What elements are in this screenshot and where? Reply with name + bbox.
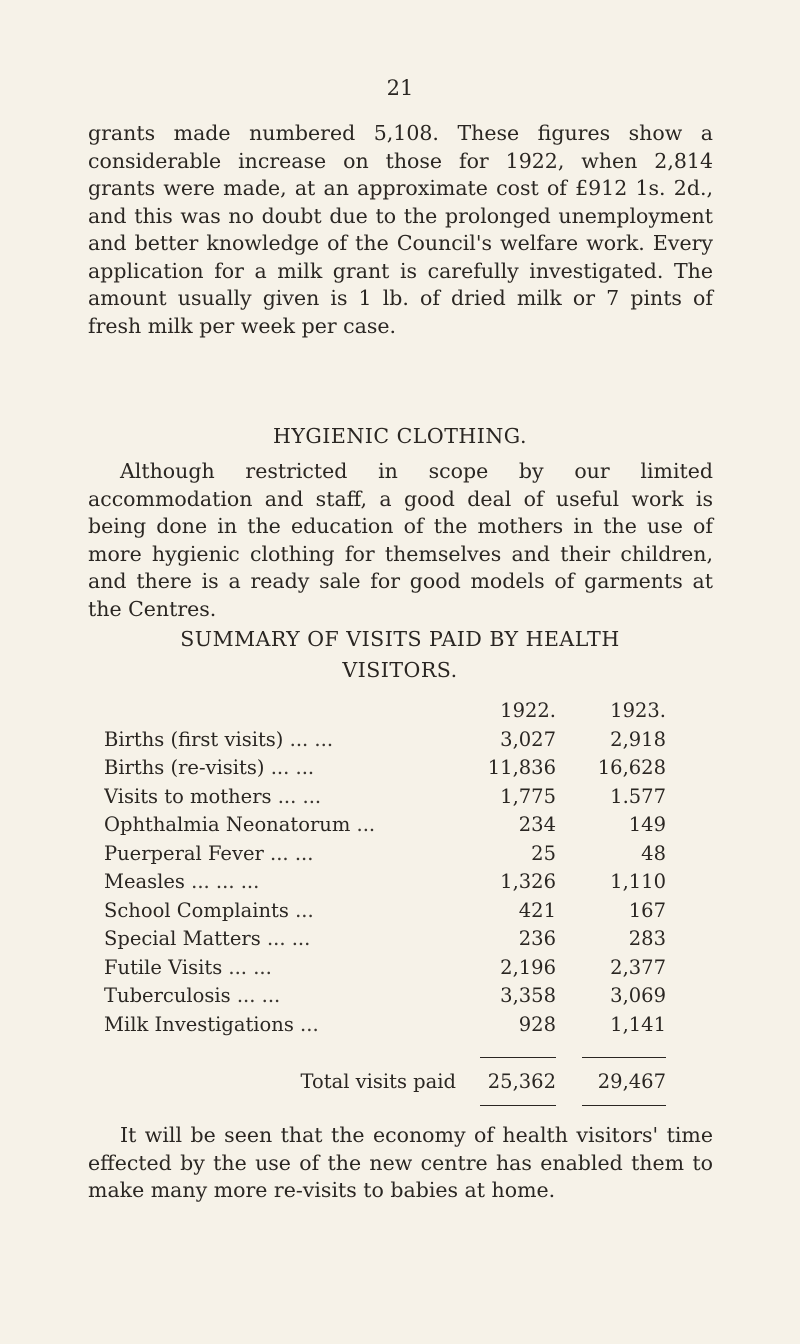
value-1923: 1,141: [610, 1012, 666, 1036]
total-1923-value: 29,467: [582, 1057, 666, 1106]
row-label-cell: [104, 925, 456, 954]
row-label: Births (re-visits): [104, 756, 265, 780]
table-row: [104, 1010, 666, 1039]
summary-title-line2: VISITORS.: [342, 658, 458, 682]
summary-title-line1: SUMMARY OF VISITS PAID BY HEALTH: [180, 627, 620, 651]
row-leader-dots: ... ... ...: [191, 870, 260, 894]
table-header-row: [104, 695, 666, 725]
table-body: [104, 725, 666, 1039]
table-row: [104, 839, 666, 868]
visits-summary-table: [104, 695, 666, 1124]
value-1922: 234: [518, 813, 556, 837]
row-leader-dots: ... ...: [289, 727, 334, 751]
table-row: [104, 868, 666, 897]
total-row: [104, 1039, 666, 1124]
row-label-cell: [104, 811, 456, 840]
row-label-cell: [104, 982, 456, 1011]
row-label-cell: [104, 953, 456, 982]
table-row: [104, 725, 666, 754]
row-label: Milk Investigations: [104, 1012, 294, 1036]
value-1922: 928: [518, 1012, 556, 1036]
value-1922: 11,836: [487, 756, 556, 780]
row-label-cell: [104, 754, 456, 783]
value-1923: 1.577: [610, 784, 666, 808]
value-1922: 1,775: [500, 784, 556, 808]
value-1923: 3,069: [610, 984, 666, 1008]
header-blank: [104, 695, 456, 725]
page-number: 21: [386, 76, 414, 100]
table-row: [104, 982, 666, 1011]
row-leader-dots: ... ...: [270, 756, 315, 780]
hygienic-clothing-paragraph: Although restricted in scope by our limited accommodation and staff, a good deal of useful work is being done in the education of the mothers in the use of more hygienic clothing for themselves and their children, and there is a ready sale for good models of garments at the Centres.: [88, 459, 713, 621]
row-label-cell: [104, 868, 456, 897]
row-label: Tuberculosis: [104, 984, 231, 1008]
row-leader-dots: ... ...: [236, 984, 281, 1008]
total-1922-value: 25,362: [480, 1057, 556, 1106]
value-1923: 167: [628, 898, 666, 922]
row-leader-dots: ...: [295, 898, 314, 922]
row-leader-dots: ... ...: [270, 841, 314, 865]
total-1923: [556, 1039, 666, 1124]
row-leader-dots: ... ...: [277, 784, 322, 808]
summary-title: [0, 624, 800, 686]
row-label: School Complaints: [104, 898, 289, 922]
value-1923: 2,377: [610, 955, 666, 979]
row-label-cell: [104, 782, 456, 811]
row-label-cell: [104, 1010, 456, 1039]
closing-paragraph: It will be seen that the economy of health visitors' time effected by the use of the new centre has enabled them to make many more re-visits to babies at home.: [88, 1123, 713, 1202]
row-leader-dots: ... ...: [228, 955, 272, 979]
value-1923: 149: [628, 813, 666, 837]
milk-grants-paragraph: grants made numbered 5,108. These figures show a considerable increase on those for 1922, when 2,814 grants were made, at an approximate cost of £912 1s. 2d., and this was no doubt due to the prolonged unemployment and better knowledge of the Council's welfare work. Every application for a milk grant is carefully investigated. The amount usually given is 1 lb. of dried milk or 7 pints of fresh milk per week per case.: [88, 121, 713, 338]
value-1923: 283: [628, 927, 666, 951]
column-header-1922: 1922.: [500, 698, 556, 722]
value-1923: 1,110: [610, 870, 666, 894]
table-row: [104, 896, 666, 925]
hygienic-clothing-heading: HYGIENIC CLOTHING.: [273, 424, 527, 448]
row-leader-dots: ... ...: [266, 927, 311, 951]
value-1922: 1,326: [500, 870, 556, 894]
column-header-1923: 1923.: [610, 698, 666, 722]
row-label: Births (first visits): [104, 727, 284, 751]
value-1922: 2,196: [500, 955, 556, 979]
table-row: [104, 754, 666, 783]
row-label-cell: [104, 896, 456, 925]
row-label: Futile Visits: [104, 955, 223, 979]
table-row: [104, 811, 666, 840]
value-1922: 25: [531, 841, 556, 865]
total-1922: [456, 1039, 556, 1124]
row-label-cell: [104, 839, 456, 868]
value-1922: 421: [518, 898, 556, 922]
total-label: Total visits paid: [300, 1069, 456, 1093]
row-label: Visits to mothers: [104, 784, 272, 808]
value-1922: 236: [518, 927, 556, 951]
value-1923: 2,918: [610, 727, 666, 751]
row-label: Special Matters: [104, 927, 261, 951]
table-row: [104, 782, 666, 811]
table-row: [104, 925, 666, 954]
row-label-cell: [104, 725, 456, 754]
row-leader-dots: ...: [300, 1012, 319, 1036]
value-1922: 3,027: [500, 727, 556, 751]
table-row: [104, 953, 666, 982]
value-1923: 16,628: [597, 756, 666, 780]
value-1923: 48: [641, 841, 666, 865]
row-leader-dots: ...: [356, 813, 376, 837]
row-label: Puerperal Fever: [104, 841, 264, 865]
row-label: Ophthalmia Neonatorum: [104, 813, 351, 837]
value-1922: 3,358: [500, 984, 556, 1008]
row-label: Measles: [104, 870, 185, 894]
